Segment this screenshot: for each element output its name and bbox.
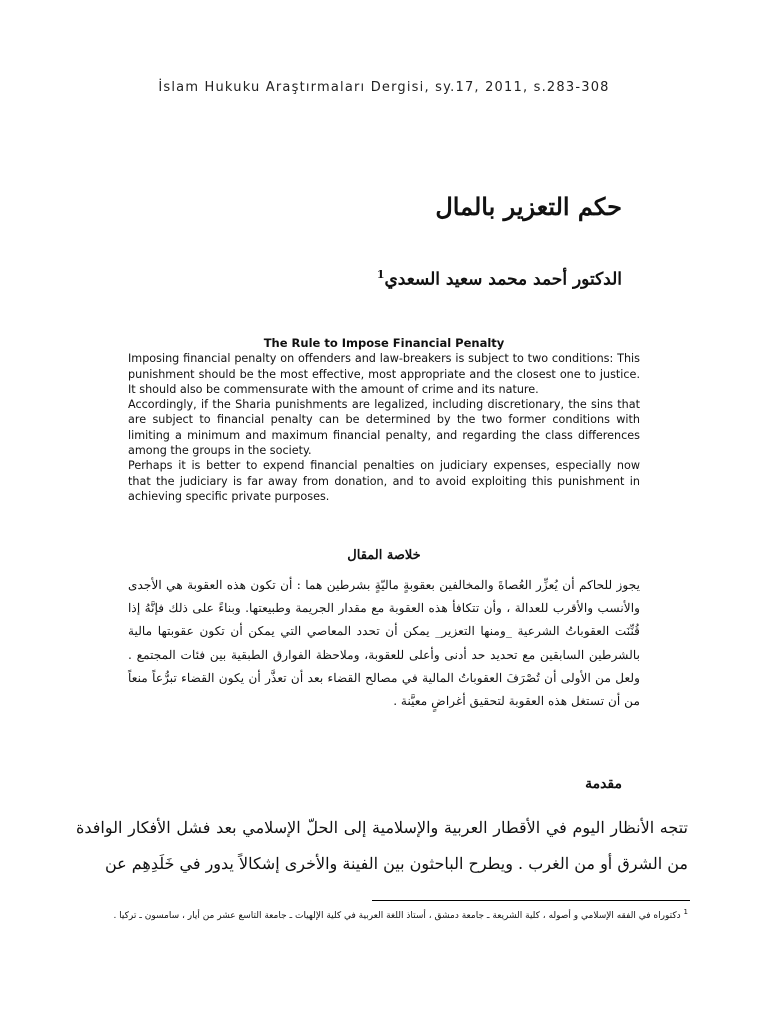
footnote-divider: [372, 900, 690, 901]
english-abstract-paragraph: Accordingly, if the Sharia punishments are legalized, including discretionary, the sins that are subject to financial penalty can be determined by the two former conditions with limiting a minimum and maximum financial penalty, and regarding the class differences among the groups in the society.: [128, 398, 640, 458]
arabic-summary-heading: خلاصة المقال: [347, 548, 421, 563]
article-title: حكم التعزير بالمال: [435, 192, 622, 221]
journal-header: İslam Hukuku Araştırmaları Dergisi, sy.17, 2011, s.283-308: [158, 80, 610, 95]
introduction-text: تتجه الأنظار اليوم في الأقطار العربية والإسلامية إلى الحلّ الإسلامي بعد فشل الأفكار الوافدة من الشرق أو من الغرب . ويطرح الباحثون بين الفينة والأخرى إشكالاً يدور في خَلَدِهِم عن: [76, 818, 688, 873]
footnote-marker: 1: [683, 908, 688, 916]
footnote: [76, 904, 688, 924]
arabic-summary-text: يجوز للحاكم أن يُعزِّر العُصاةَ والمخالفين بعقوبةٍ ماليّةٍ بشرطين هما : أن تكون هذه العقوبة هي الأجدى والأنسب والأقرب للعدالة ، وأن تتكافأ هذه العقوبة مع مقدار الجريمة وطبيعتها. وبناءً على ذلك فإنَّهُ إذا قُنِّنَت العقوباتُ الشرعية _ومنها التعزير_ يمكن أن تحدد المعاصي التي يمكن أن تكون عقوبتها مالية بالشرطين السابقين مع تحديد حد أدنى وأعلى للعقوبة، وملاحظة الفوارق الطبقية بين فئات المجتمع . ولعل من الأولى أن تُصْرَفَ العقوباتُ المالية في مصالح القضاء بعد أن تعذَّر أن يكون القضاء تبرُّعاً منعاً من أن تستغل هذه العقوبة لتحقيق أغراضٍ معيَّنة .: [128, 578, 640, 709]
english-abstract-paragraph: Perhaps it is better to expend financial penalties on judiciary expenses, especially now that the judiciary is far away from donation, and to avoid exploiting this punishment in achieving specific private purposes.: [128, 459, 640, 503]
author-footnote-marker: 1: [376, 268, 385, 281]
english-abstract-title: The Rule to Impose Financial Penalty: [263, 336, 505, 350]
english-abstract-paragraph: Imposing financial penalty on offenders and law-breakers is subject to two conditions: This punishment should be the most effective, most appropriate and the closest one to justice. It should also be commensurate with the amount of crime and its nature.: [128, 352, 640, 396]
introduction-heading: مقدمة: [585, 776, 622, 792]
english-abstract: [128, 336, 640, 504]
author-line: [377, 268, 622, 290]
footnote-text: دكتوراه في الفقه الإسلامي و أصوله ، كلية الشريعة ـ جامعة دمشق ، أستاذ اللغة العربية في كلية الإلهيات ـ جامعة التاسع عشر من أيار ، سامسون ـ تركيا .: [113, 911, 681, 921]
author-name: الدكتور أحمد محمد سعيد السعدي: [384, 269, 622, 290]
